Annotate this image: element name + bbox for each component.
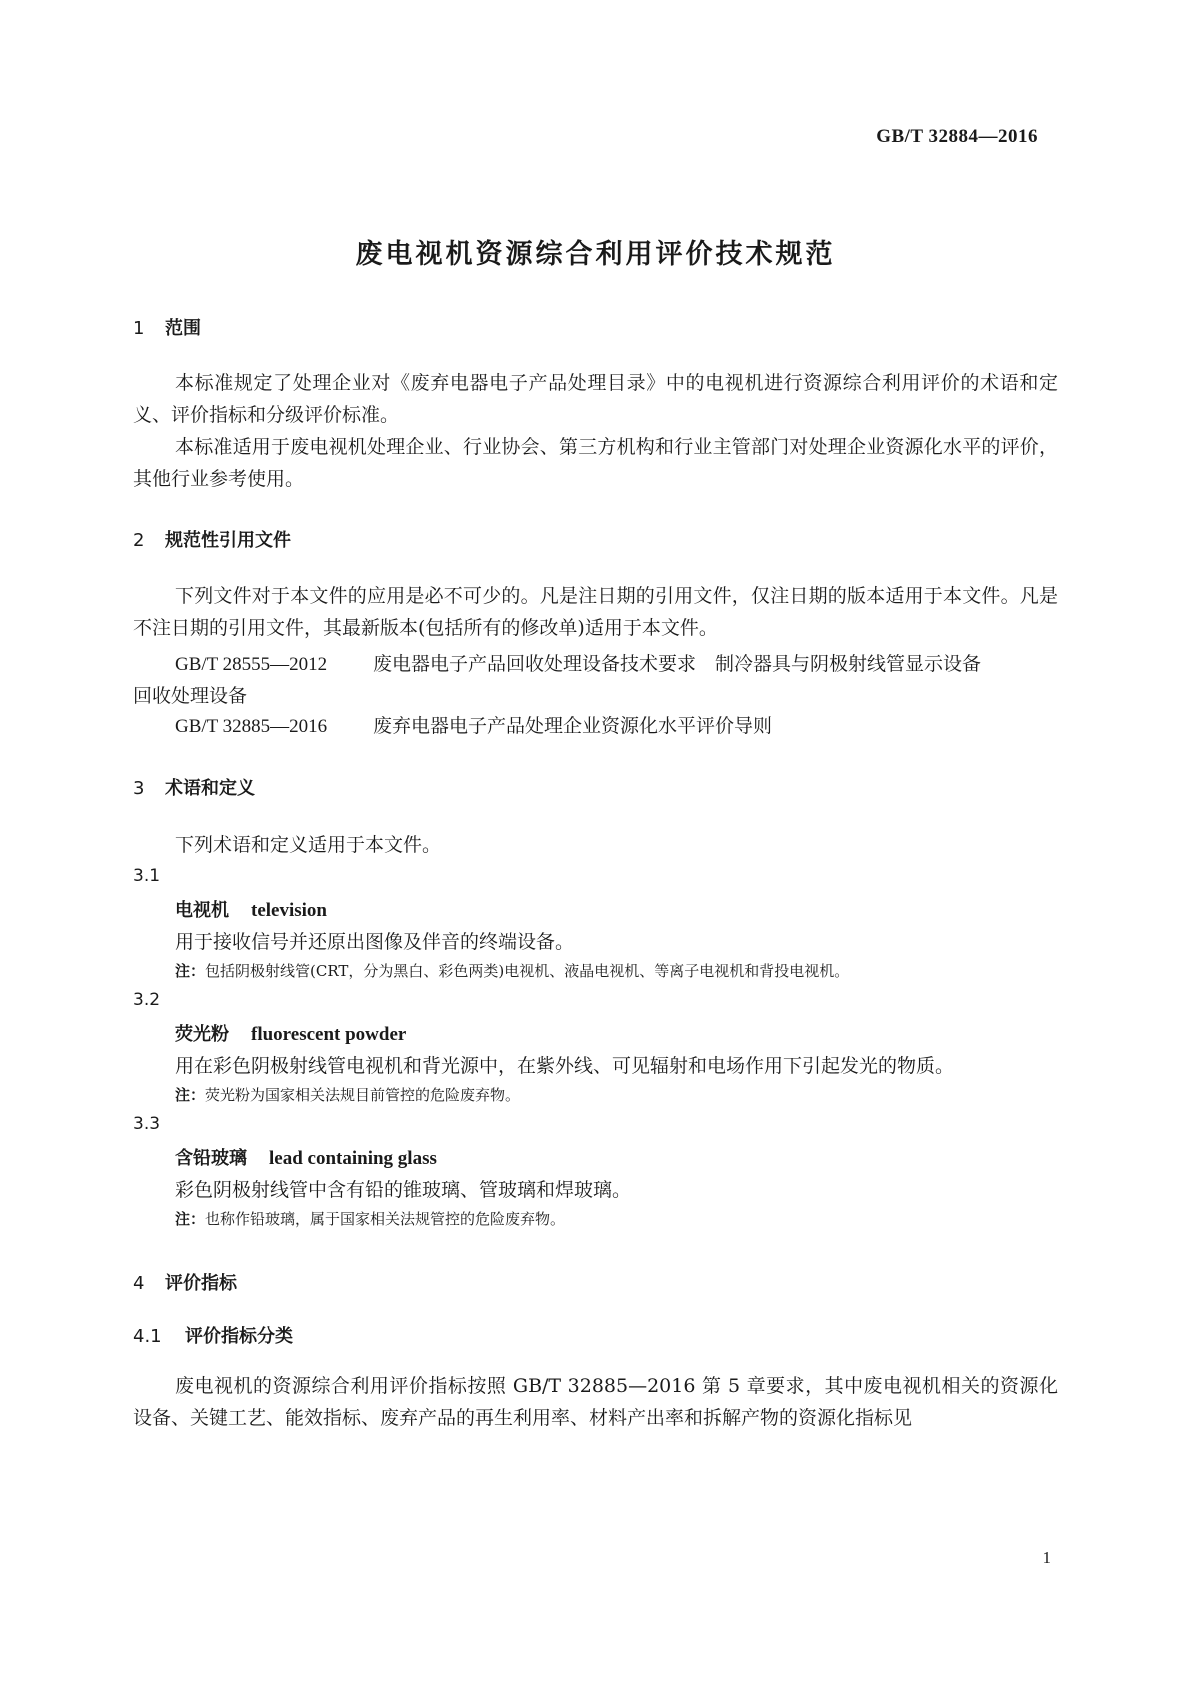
term-heading (175, 1144, 437, 1170)
section-title: 规范性引用文件 (165, 530, 291, 551)
section-number: 2 (133, 530, 145, 551)
note-label: 注： (175, 962, 206, 980)
section-number: 1 (133, 318, 145, 339)
reference-title: 废电器电子产品回收处理设备技术要求 制冷器具与阴极射线管显示设备 (373, 653, 982, 675)
note-text: 也称作铅玻璃，属于国家相关法规管控的危险废弃物。 (205, 1210, 566, 1228)
page-number: 1 (1042, 1548, 1051, 1567)
normative-reference-1 (175, 649, 981, 676)
term-heading (175, 896, 327, 922)
term-number: 3.3 (133, 1114, 161, 1134)
reference-code: GB/T 28555—2012 (175, 654, 328, 675)
term-definition: 彩色阴极射线管中含有铅的锥玻璃、管玻璃和焊玻璃。 (175, 1179, 632, 1201)
term-chinese: 含铅玻璃 (175, 1148, 247, 1169)
section-3-intro: 下列术语和定义适用于本文件。 (175, 834, 442, 856)
section-2-paragraph-1: 下列文件对于本文件的应用是必不可少的。凡是注日期的引用文件，仅注日期的版本适用于本文件。凡是不注日期的引用文件，其最新版本(包括所有的修改单)适用于本文件。 (133, 585, 1058, 639)
subsection-title: 评价指标分类 (185, 1326, 293, 1347)
section-title: 评价指标 (165, 1273, 237, 1294)
section-4-1-paragraph: 废电视机的资源综合利用评价指标按照 GB/T 32885—2016 第 5 章要求，其中废电视机相关的资源化设备、关键工艺、能效指标、废弃产品的再生利用率、材料产出率和拆解产物的资源化指标见 (133, 1375, 1058, 1429)
term-note (175, 960, 849, 981)
section-1-paragraph-2: 本标准适用于废电视机处理企业、行业协会、第三方机构和行业主管部门对处理企业资源化水平的评价，其他行业参考使用。 (133, 436, 1058, 490)
section-4-1-heading (133, 1322, 293, 1348)
section-2-heading (133, 526, 291, 552)
subsection-number: 4.1 (133, 1326, 162, 1347)
section-1-paragraph-1: 本标准规定了处理企业对《废弃电器电子产品处理目录》中的电视机进行资源综合利用评价的术语和定义、评价指标和分级评价标准。 (133, 372, 1058, 426)
document-title: 废电视机资源综合利用评价技术规范 (355, 239, 836, 270)
term-english: television (251, 900, 327, 921)
term-number: 3.2 (133, 990, 161, 1010)
normative-reference-2 (175, 711, 772, 738)
term-chinese: 荧光粉 (175, 1024, 229, 1045)
term-note (175, 1208, 565, 1229)
section-4-heading (133, 1269, 237, 1295)
section-1-heading (133, 314, 201, 340)
note-text: 包括阴极射线管(CRT，分为黑白、彩色两类)电视机、液晶电视机、等离子电视机和背投电视机。 (205, 962, 850, 980)
note-text: 荧光粉为国家相关法规目前管控的危险废弃物。 (205, 1086, 521, 1104)
note-label: 注： (175, 1086, 206, 1104)
term-chinese: 电视机 (175, 900, 229, 921)
term-note (175, 1084, 520, 1105)
term-english: lead containing glass (269, 1148, 437, 1169)
standard-code: GB/T 32884—2016 (876, 126, 1038, 147)
term-number: 3.1 (133, 866, 161, 886)
section-title: 术语和定义 (165, 778, 255, 799)
note-label: 注： (175, 1210, 206, 1228)
section-title: 范围 (165, 318, 201, 339)
reference-code: GB/T 32885—2016 (175, 716, 328, 737)
term-english: fluorescent powder (251, 1024, 407, 1045)
normative-reference-1-continued: 回收处理设备 (133, 685, 248, 707)
term-heading (175, 1020, 406, 1046)
section-number: 3 (133, 778, 145, 799)
section-number: 4 (133, 1273, 145, 1294)
reference-title: 废弃电器电子产品处理企业资源化水平评价导则 (373, 715, 773, 737)
section-3-heading (133, 774, 255, 800)
term-definition: 用于接收信号并还原出图像及伴音的终端设备。 (175, 931, 575, 953)
term-definition: 用在彩色阴极射线管电视机和背光源中，在紫外线、可见辐射和电场作用下引起发光的物质。 (175, 1055, 955, 1077)
